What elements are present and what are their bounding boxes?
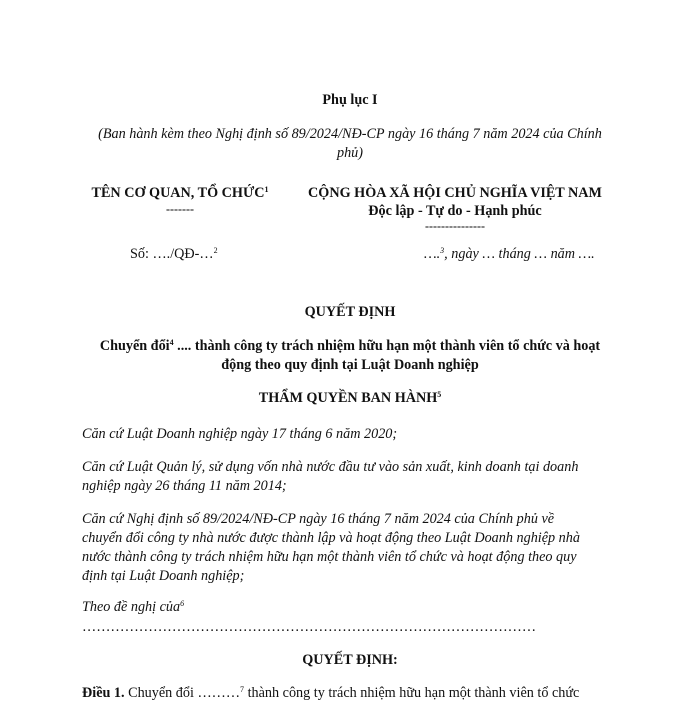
- legal-basis-3-line3: nước thành công ty trách nhiệm hữu hạn một thành viên tổ chức và hoạt động theo quy: [82, 549, 577, 565]
- appendix-subtitle-line2: phủ): [336, 145, 363, 161]
- appendix-title: Phụ lục I: [322, 92, 378, 108]
- decides-title: QUYẾT ĐỊNH:: [302, 652, 398, 668]
- document-number-text: Số: …./QĐ-…: [130, 246, 214, 262]
- article-1-text: Chuyển đổi ………: [124, 685, 241, 701]
- appendix-subtitle-line1: (Ban hành kèm theo Nghị định số 89/2024/NĐ-CP ngày 16 tháng 7 năm 2024 của Chính: [98, 126, 602, 142]
- proposal-line: [82, 598, 622, 616]
- decision-subject-prefix: Chuyển đổi: [99, 338, 170, 354]
- legal-basis-1: Căn cứ Luật Doanh nghiệp ngày 17 tháng 6 năm 2020;: [82, 426, 398, 442]
- decision-title: QUYẾT ĐỊNH: [304, 304, 396, 320]
- agency-name: TÊN CƠ QUAN, TỔ CHỨC: [91, 185, 265, 201]
- footnote-ref-4: 4: [169, 338, 174, 347]
- article-1-label: Điều 1.: [82, 685, 125, 701]
- footnote-ref-2: 2: [213, 246, 218, 255]
- legal-basis-3-line1: Căn cứ Nghị định số 89/2024/NĐ-CP ngày 16 tháng 7 năm 2024 của Chính phủ về: [82, 511, 555, 527]
- legal-basis-2-line2: nghiệp ngày 26 tháng 11 năm 2014;: [82, 478, 287, 494]
- article-1-rest: thành công ty trách nhiệm hữu hạn một thành viên tổ chức: [244, 685, 580, 701]
- motto: Độc lập - Tự do - Hạnh phúc: [368, 203, 542, 219]
- decision-subject-line1: [60, 337, 640, 355]
- date-text: , ngày … tháng … năm ….: [444, 246, 595, 262]
- footnote-ref-1: 1: [264, 185, 269, 194]
- document-date: [424, 245, 595, 263]
- footnote-ref-3: 3: [440, 246, 445, 255]
- legal-basis-2-line1: Căn cứ Luật Quản lý, sử dụng vốn nhà nước đầu tư vào sản xuất, kinh doanh tại doanh: [82, 459, 579, 475]
- national-title: CỘNG HÒA XÃ HỘI CHỦ NGHĨA VIỆT NAM: [308, 185, 602, 201]
- issuing-authority-text: THẨM QUYỀN BAN HÀNH: [258, 390, 438, 406]
- issuing-authority: [0, 389, 700, 407]
- article-1: [82, 684, 642, 702]
- footnote-ref-7: 7: [240, 685, 245, 694]
- agency-rule: -------: [166, 202, 194, 216]
- legal-basis-3-line2: chuyển đổi công ty nhà nước được thành lập và hoạt động theo Luật Doanh nghiệp nhà: [82, 530, 580, 546]
- decision-subject-line2: động theo quy định tại Luật Doanh nghiệp: [221, 357, 479, 373]
- motto-rule: ---------------: [425, 219, 485, 233]
- decision-subject-rest: .... thành công ty trách nhiệm hữu hạn một thành viên tổ chức và hoạt: [173, 338, 601, 354]
- footnote-ref-6: 6: [180, 599, 185, 608]
- agency-block: [70, 184, 290, 202]
- legal-basis-3-line4: định tại Luật Doanh nghiệp;: [82, 568, 245, 584]
- footnote-ref-5: 5: [437, 390, 442, 399]
- document-number: [130, 245, 218, 263]
- dotted-fill-line: ……………………………………………………………………………………: [82, 619, 536, 635]
- date-place: ….: [424, 246, 441, 262]
- proposal-text: Theo đề nghị của: [82, 599, 181, 615]
